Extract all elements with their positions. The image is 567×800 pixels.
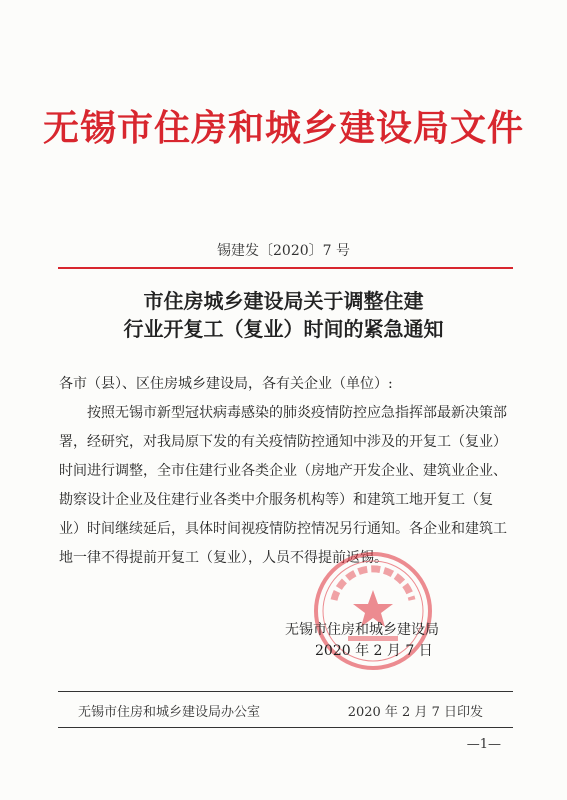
footer-rule-top	[58, 691, 513, 692]
document-number: 锡建发〔2020〕7 号	[217, 243, 350, 259]
header-red-rule	[58, 267, 513, 269]
footer-print-date: 2020 年 2 月 7 日印发	[347, 705, 483, 720]
notice-title-line-2: 行业开复工（复业）时间的紧急通知	[123, 317, 444, 341]
signature-date: 2020 年 2 月 7 日	[315, 643, 433, 659]
footer-rule-bottom	[58, 727, 513, 728]
body-paragraph: 按照无锡市新型冠状病毒感染的肺炎疫情防控应急指挥部最新决策部署，经研究，对我局原下发的有关疫情防控通知中涉及的开复工（复业）时间进行调整，全市住建行业各类企业（房地产开发企业、建筑业企业、勘察设计企业及住建行业各类中介服务机构等）和建筑工地开复工（复业）时间继续延后，具体时间视疫情防控情况另行通知。各企业和建筑工地一律不得提前开复工（复业），人员不得提前返锡。	[59, 405, 507, 566]
salutation: 各市（县）、区住房城乡建设局，各有关企业（单位）:	[59, 376, 393, 392]
org-header-title: 无锡市住房和城乡建设局文件	[42, 107, 524, 149]
notice-title	[40, 287, 527, 343]
notice-body	[59, 370, 511, 573]
signature-block	[285, 620, 439, 662]
notice-title-line-1: 市住房城乡建设局关于调整住建	[143, 289, 424, 313]
signature-org: 无锡市住房和城乡建设局	[285, 622, 439, 638]
footer-office: 无锡市住房和城乡建设局办公室	[78, 705, 261, 720]
page-number: —1—	[466, 737, 501, 752]
